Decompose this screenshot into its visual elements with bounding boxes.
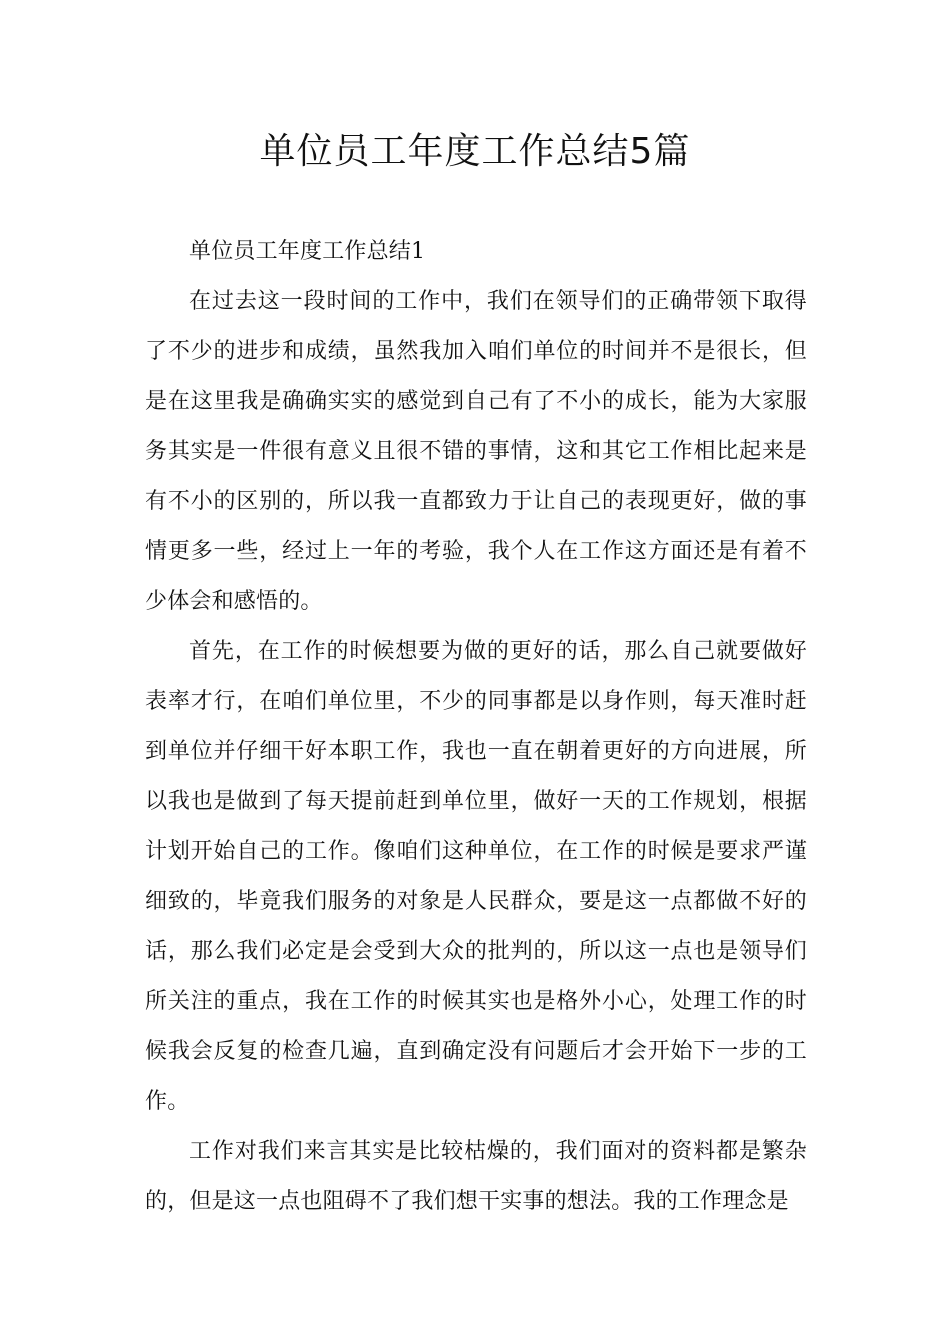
section-heading: 单位员工年度工作总结1 [189, 239, 426, 264]
document-title: 单位员工年度工作总结5篇 [259, 131, 691, 172]
paragraph: 工作对我们来言其实是比较枯燥的，我们面对的资料都是繁杂的，但是这一点也阻碍不了我们想干实事的想法。我的工作理念是 [145, 1139, 807, 1214]
document-body [145, 227, 807, 1227]
paragraph: 首先，在工作的时候想要为做的更好的话，那么自己就要做好表率才行，在咱们单位里，不少的同事都是以身作则，每天准时赶到单位并仔细干好本职工作，我也一直在朝着更好的方向进展，所以我也是做到了每天提前赶到单位里，做好一天的工作规划，根据计划开始自己的工作。像咱们这种单位，在工作的时候是要求严谨细致的，毕竟我们服务的对象是人民群众，要是这一点都做不好的话，那么我们必定是会受到大众的批判的，所以这一点也是领导们所关注的重点，我在工作的时候其实也是格外小心，处理工作的时候我会反复的检查几遍，直到确定没有问题后才会开始下一步的工作。 [145, 639, 807, 1114]
paragraph: 在过去这一段时间的工作中，我们在领导们的正确带领下取得了不少的进步和成绩，虽然我加入咱们单位的时间并不是很长，但是在这里我是确确实实的感觉到自己有了不小的成长，能为大家服务其实是一件很有意义且很不错的事情，这和其它工作相比起来是有不小的区别的，所以我一直都致力于让自己的表现更好，做的事情更多一些，经过上一年的考验，我个人在工作这方面还是有着不少体会和感悟的。 [145, 289, 807, 614]
